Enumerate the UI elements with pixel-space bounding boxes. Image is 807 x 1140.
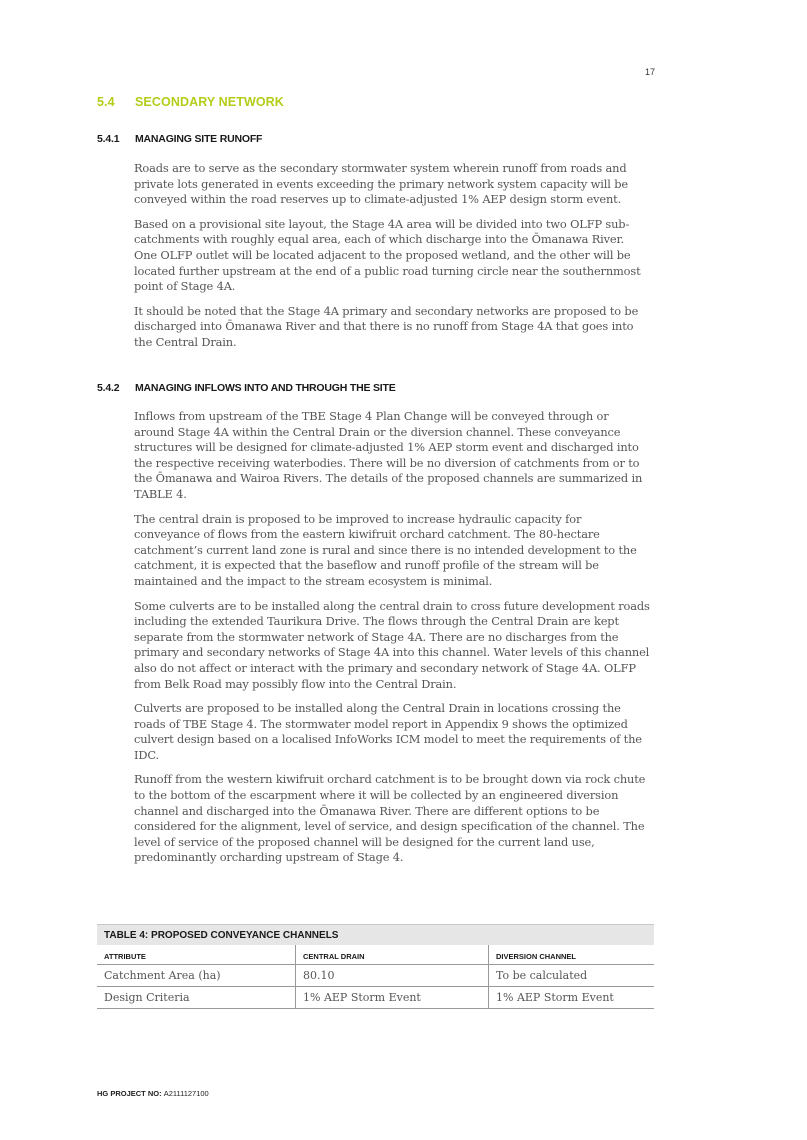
table-cell: 80.10 — [296, 965, 489, 987]
subsection-title: MANAGING SITE RUNOFF — [135, 133, 263, 145]
paragraph: Culverts are proposed to be installed along the Central Drain in locations crossing the roads of TBE Stage 4. The stormwater model report in Appendix 9 shows the optimized culvert design based on a localised InfoWorks ICM model to meet the requirements of the IDC. — [134, 701, 642, 762]
subsection-body-5-4-2 — [134, 409, 650, 875]
paragraph: Based on a provisional site layout, the Stage 4A area will be divided into two OLFP sub-catchments with roughly equal area, each of which discharge into the Ōmanawa River. One OLFP outlet will be located adjacent to the proposed wetland, and the other will be located further upstream at the end of a public road turning circle near the southernmost point of Stage 4A. — [134, 216, 641, 294]
subsection-title: MANAGING INFLOWS INTO AND THROUGH THE SITE — [135, 382, 396, 394]
subsection-number: 5.4.2 — [97, 382, 120, 394]
footer-label: HG PROJECT NO: — [97, 1089, 162, 1098]
section-heading — [97, 95, 284, 109]
subsection-heading-5-4-2 — [97, 382, 396, 394]
footer-value: A2111127100 — [163, 1089, 209, 1098]
subsection-heading-5-4-1 — [97, 133, 262, 145]
paragraph: Runoff from the western kiwifruit orchard catchment is to be brought down via rock chute to the bottom of the escarpment where it will be collected by an engineered diversion channel and discharged into the Ōmanawa River. There are different options to be considered for the alignment, level of service, and design specification of the channel. The level of service of the proposed channel will be designed for the current land use, predominantly orcharding upstream of Stage 4. — [134, 772, 646, 865]
paragraph: Roads are to serve as the secondary stormwater system wherein runoff from roads and private lots generated in events exceeding the primary network system capacity will be conveyed within the road reserves up to climate-adjusted 1% AEP design storm event. — [134, 161, 628, 207]
conveyance-channels-table — [97, 924, 654, 1009]
page-number: 17 — [645, 67, 656, 77]
table-cell: Catchment Area (ha) — [97, 965, 296, 987]
table-row — [97, 987, 654, 1009]
subsection-number: 5.4.1 — [97, 133, 120, 145]
table-title: TABLE 4: PROPOSED CONVEYANCE CHANNELS — [97, 924, 654, 945]
table-cell: To be calculated — [489, 965, 655, 987]
column-header-central-drain: CENTRAL DRAIN — [296, 945, 489, 965]
table-cell: 1% AEP Storm Event — [296, 987, 489, 1009]
subsection-body-5-4-1 — [134, 161, 650, 360]
table-cell: Design Criteria — [97, 987, 296, 1009]
table-cell: 1% AEP Storm Event — [489, 987, 655, 1009]
section-number: 5.4 — [97, 95, 115, 109]
section-title: SECONDARY NETWORK — [135, 95, 284, 109]
paragraph: It should be noted that the Stage 4A primary and secondary networks are proposed to be discharged into Ōmanawa River and that there is no runoff from Stage 4A that goes into the Central Drain. — [134, 303, 639, 349]
column-header-attribute: ATTRIBUTE — [97, 945, 296, 965]
footer-project-number — [97, 1089, 209, 1098]
paragraph: The central drain is proposed to be improved to increase hydraulic capacity for conveyance of flows from the eastern kiwifruit orchard catchment. The 80-hectare catchment’s current land zone is rural and since there is no intended development to the catchment, it is expected that the baseflow and runoff profile of the stream will be maintained and the impact to the stream ecosystem is minimal. — [134, 511, 637, 588]
column-header-diversion-channel: DIVERSION CHANNEL — [489, 945, 655, 965]
table — [97, 945, 654, 1009]
paragraph: Some culverts are to be installed along the central drain to cross future development roads including the extended Taurikura Drive. The flows through the Central Drain are kept separate from the stormwater network of Stage 4A. There are no discharges from the primary and secondary networks of Stage 4A into this channel. Water levels of this channel also do not affect or interact with the primary and secondary network of Stage 4A. OLFP from Belk Road may possibly flow into the Central Drain. — [134, 598, 650, 691]
table-row — [97, 965, 654, 987]
paragraph: Inflows from upstream of the TBE Stage 4 Plan Change will be conveyed through or around Stage 4A within the Central Drain or the diversion channel. These conveyance structures will be designed for climate-adjusted 1% AEP storm event and discharged into the respective receiving waterbodies. There will be no diversion of catchments from or to the Ōmanawa and Wairoa Rivers. The details of the proposed channels are summarized in TABLE 4. — [134, 409, 643, 501]
table-header-row — [97, 945, 654, 965]
